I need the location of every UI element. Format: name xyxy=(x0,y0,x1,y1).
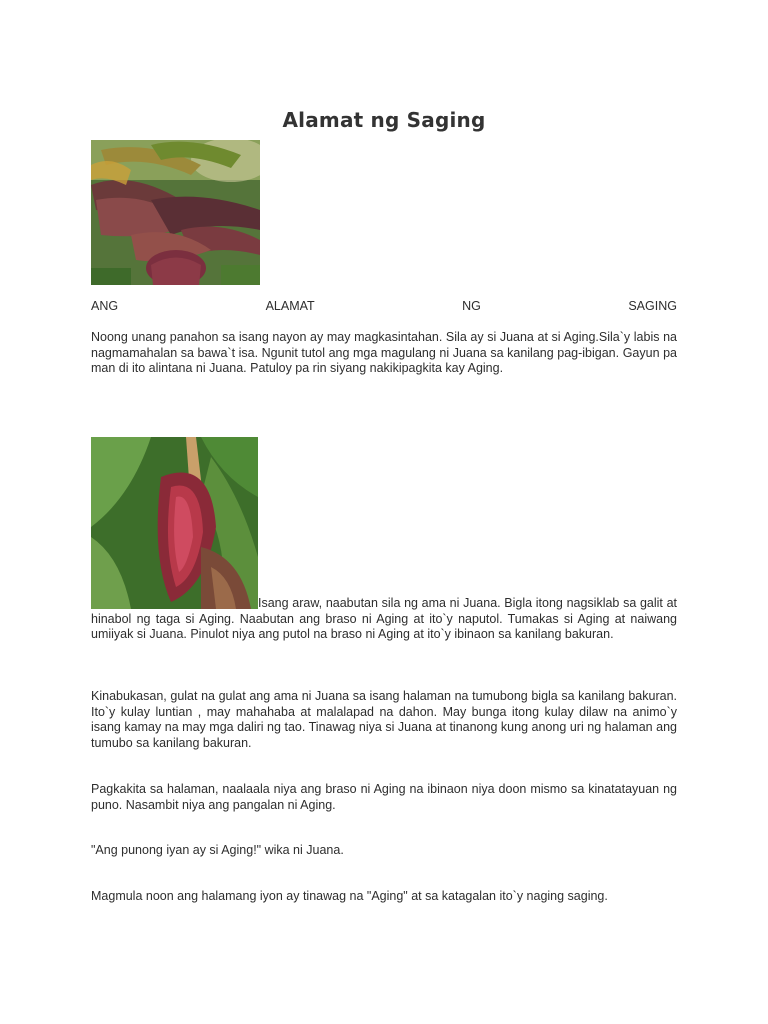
section-heading xyxy=(91,299,677,313)
paragraph-3 xyxy=(91,689,677,751)
paragraph-1: Noong unang panahon sa isang nayon ay may magkasintahan. Sila ay si Juana at si Aging.Sila`y labis na nagmamahalan sa bawa`t isa. Ngunit tutol ang mga magulang ni Juana sa kanilang pag-ibigan. Gayun pa man di ito alintana ni Juana. Patuloy pa rin siyang nakikipagkita kay Aging. xyxy=(91,330,677,375)
paragraph-3-text: Kinabukasan, gulat na gulat ang ama ni Juana sa isang halaman na tumubong bigla sa kanilang bakuran. Ito`y kulay luntian , may mahahaba at malalapad na dahon. May bunga itong kulay dilaw na animo`y isang kamay na may mga daliri ng tao. xyxy=(91,689,677,734)
paragraph-5: "Ang punong iyan ay si Aging!" wika ni Juana. xyxy=(91,843,344,857)
heading-word: NG xyxy=(462,299,481,313)
paragraph-2: Isang araw, naabutan sila ng ama ni Juana. Bigla itong nagsiklab sa galit at hinabol ng taga si Aging. Naabutan ang braso ni Aging at ito`y naputol. Tumakas si Aging at naiwang umiiyak si Juana. Pinulot niya ang putol na braso ni Aging at ito`y ibinaon sa kanilang bakuran. xyxy=(91,596,677,641)
paragraph-6: Magmula noon ang halamang iyon ay tinawag na "Aging" at sa katagalan ito`y naging saging. xyxy=(91,889,608,903)
heading-word: ANG xyxy=(91,299,119,313)
page-title: Alamat ng Saging xyxy=(282,108,486,132)
banana-heart-photo xyxy=(91,437,258,609)
paragraph-4: Pagkakita sa halaman, naalaala niya ang braso ni Aging na ibinaon niya doon mismo sa kinatatayuan ng puno. Nasambit niya ang pangalan ni Aging. xyxy=(91,782,677,812)
heading-word: ALAMAT xyxy=(265,299,315,313)
heading-word: SAGING xyxy=(628,299,677,313)
paragraph-3-continuation: Tinawag niya si Juana at tinanong kung anong uri ng halaman ang tumubo sa kanilang bakuran. xyxy=(91,720,677,750)
banana-flower-cluster-photo xyxy=(91,140,260,285)
